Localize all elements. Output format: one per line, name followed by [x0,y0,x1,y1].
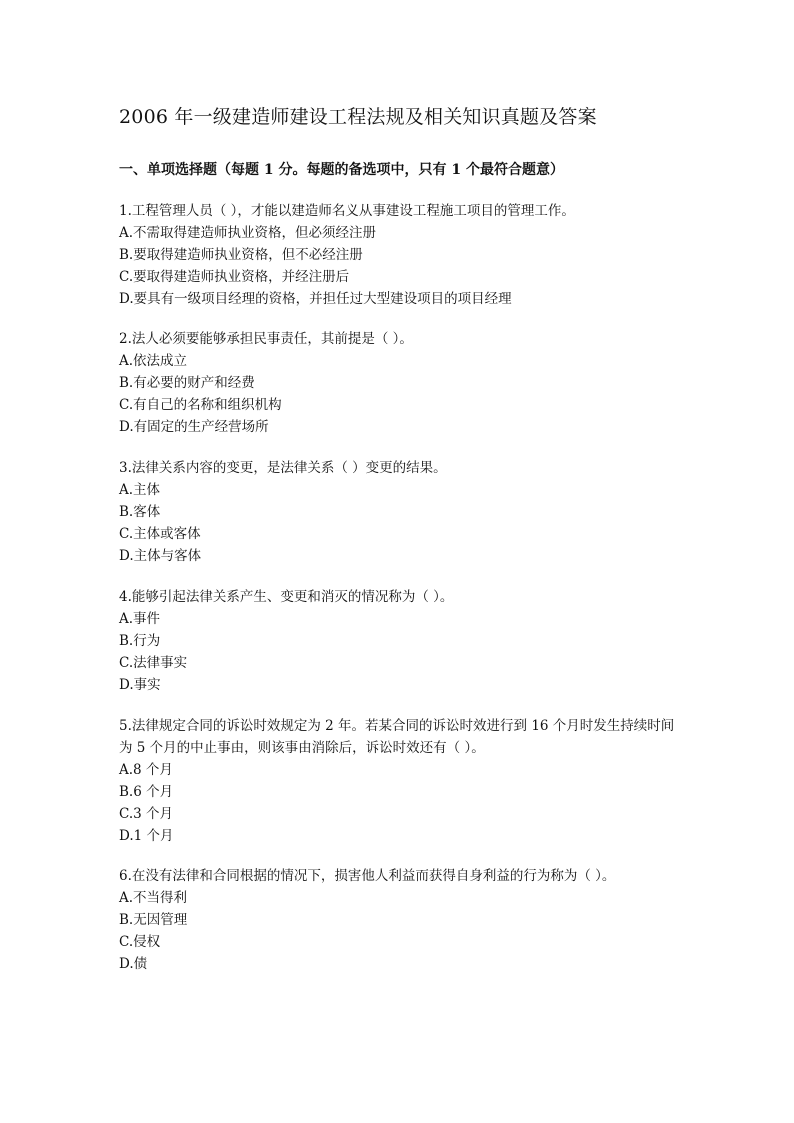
option-d: D.事实 [119,677,161,693]
question-stem: 6.在没有法律和合同根据的情况下，损害他人利益而获得自身利益的行为称为（ ）。 [119,868,616,884]
question-stem: 2.法人必须要能够承担民事责任，其前提是（ ）。 [119,331,413,347]
question-2 [119,328,679,438]
question-6 [119,865,679,975]
option-b: B.客体 [119,504,161,520]
option-d: D.主体与客体 [119,548,202,564]
option-c: C.侵权 [119,934,161,950]
option-a: A.不当得利 [119,890,188,906]
option-d: D.有固定的生产经营场所 [119,419,269,435]
option-b: B.无因管理 [119,912,188,928]
question-stem: 1.工程管理人员（ ），才能以建造师名义从事建设工程施工项目的管理工作。 [119,203,575,219]
option-d: D.债 [119,956,148,972]
option-a: A.依法成立 [119,353,188,369]
option-c: C.主体或客体 [119,526,201,542]
option-a: A.不需取得建造师执业资格，但必须经注册 [119,225,377,241]
option-b: B.有必要的财产和经费 [119,375,255,391]
option-b: B.6 个月 [119,784,174,800]
option-d: D.1 个月 [119,828,174,844]
option-c: C.法律事实 [119,655,188,671]
option-c: C.3 个月 [119,806,174,822]
option-a: A.主体 [119,482,161,498]
question-stem: 3.法律关系内容的变更，是法律关系（ ）变更的结果。 [119,460,447,476]
option-d: D.要具有一级项目经理的资格，并担任过大型建设项目的项目经理 [119,291,512,307]
question-5 [119,715,679,847]
option-b: B.要取得建造师执业资格，但不必经注册 [119,247,363,263]
document-title: 2006 年一级建造师建设工程法规及相关知识真题及答案 [119,106,597,128]
question-stem: 5.法律规定合同的诉讼时效规定为 2 年。若某合同的诉讼时效进行到 16 个月时发生持续时间为 5 个月的中止事由，则该事由消除后，诉讼时效还有（ ）。 [119,718,675,756]
option-c: C.要取得建造师执业资格，并经注册后 [119,269,350,285]
question-1 [119,200,679,310]
question-4 [119,586,679,696]
option-a: A.8 个月 [119,762,173,778]
section-heading: 一、单项选择题（每题 1 分。每题的备选项中，只有 1 个最符合题意） [119,162,564,178]
option-b: B.行为 [119,633,161,649]
question-stem: 4.能够引起法律关系产生、变更和消灭的情况称为（ ）。 [119,589,454,605]
option-c: C.有自己的名称和组织机构 [119,397,282,413]
option-a: A.事件 [119,611,161,627]
question-3 [119,457,679,567]
